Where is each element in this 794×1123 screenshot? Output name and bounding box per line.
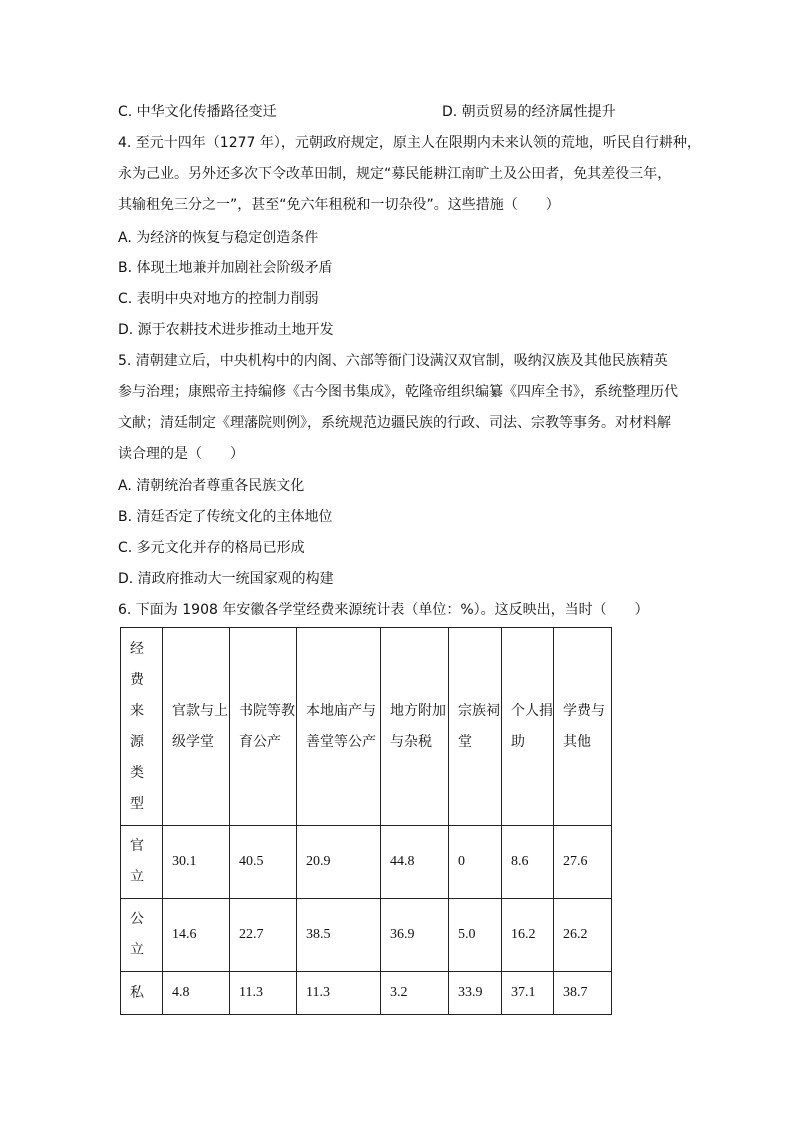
table-header-label: 官款与上级学堂 — [172, 702, 228, 750]
table-cell-value: 38.5 — [306, 927, 331, 942]
table-cell — [163, 972, 230, 1015]
table-header-row — [121, 628, 612, 826]
table-cell-value: 37.1 — [511, 985, 536, 1000]
table-cell-value: 26.2 — [563, 927, 588, 942]
table-cell — [381, 826, 449, 899]
table-cell-value: 44.8 — [390, 854, 415, 869]
q5-option-c[interactable]: C. 多元文化并存的格局已形成 — [118, 540, 305, 556]
table-cell-value: 20.9 — [306, 854, 331, 869]
table-cell-value: 30.1 — [172, 854, 197, 869]
table-cell-value: 27.6 — [563, 854, 588, 869]
table-cell-value: 11.3 — [306, 985, 330, 1000]
q4-stem-line-1: 4. 至元十四年（1277 年），元朝政府规定，原主人在限期内未来认领的荒地，听民自行耕种， — [118, 135, 701, 151]
table-header-label: 个人捐助 — [511, 702, 553, 750]
q5-option-a[interactable]: A. 清朝统治者尊重各民族文化 — [118, 478, 305, 494]
table-cell-value: 5.0 — [458, 927, 476, 942]
table-cell — [449, 972, 502, 1015]
table-cell-value: 4.8 — [172, 985, 190, 1000]
table-cell-value: 16.2 — [511, 927, 536, 942]
table-cell — [163, 826, 230, 899]
q5-stem-line-1: 5. 清朝建立后，中央机构中的内阁、六部等衙门设满汉双官制，吸纳汉族及其他民族精英 — [118, 353, 668, 369]
table-cell-value: 33.9 — [458, 985, 483, 1000]
table-cell — [297, 899, 381, 972]
q5-option-d[interactable]: D. 清政府推动大一统国家观的构建 — [118, 571, 334, 587]
table-cell — [230, 826, 297, 899]
table-cell-value: 8.6 — [511, 854, 529, 869]
q5-stem-line-2: 参与治理；康熙帝主持编修《古今图书集成》，乾隆帝组织编纂《四库全书》，系统整理历代 — [118, 384, 678, 400]
table-cell — [502, 826, 554, 899]
q5-stem-line-3: 文献；清廷制定《理藩院则例》，系统规范边疆民族的行政、司法、宗教等事务。对材料解 — [118, 415, 671, 431]
table-cell — [449, 899, 502, 972]
table-header-label: 书院等教育公产 — [239, 702, 295, 750]
table-cell — [297, 826, 381, 899]
table-header-cell — [449, 628, 502, 826]
table-cell-value: 3.2 — [390, 985, 408, 1000]
table-header-cell — [297, 628, 381, 826]
q4-option-d[interactable]: D. 源于农耕技术进步推动土地开发 — [118, 322, 334, 338]
q6-stem: 6. 下面为 1908 年安徽各学堂经费来源统计表（单位：%）。这反映出，当时（ ） — [118, 602, 649, 618]
table-cell-value: 14.6 — [172, 927, 197, 942]
q3-option-d[interactable]: D. 朝贡贸易的经济属性提升 — [442, 104, 616, 120]
q4-option-a[interactable]: A. 为经济的恢复与稳定创造条件 — [118, 230, 319, 246]
table-header-cell — [554, 628, 612, 826]
table-header-cell — [381, 628, 449, 826]
table-row — [121, 826, 612, 899]
table-cell — [554, 899, 612, 972]
table-cell — [297, 972, 381, 1015]
q3-options — [118, 102, 678, 122]
table-row — [121, 899, 612, 972]
table-cell — [381, 972, 449, 1015]
table-cell-value: 11.3 — [239, 985, 263, 1000]
table-header-label: 宗族祠堂 — [458, 702, 500, 750]
q5-stem-line-4: 读合理的是（ ） — [118, 446, 244, 462]
table-row-label-cell — [121, 972, 163, 1015]
table-header-cell — [230, 628, 297, 826]
funding-source-table — [120, 627, 612, 1015]
table-row-label: 公立 — [130, 911, 144, 958]
table-cell — [230, 972, 297, 1015]
q4-stem-line-3: 其输租免三分之一”，甚至“免六年租税和一切杂役”。这些措施（ ） — [118, 197, 560, 213]
table-header-cell — [163, 628, 230, 826]
q4-option-c[interactable]: C. 表明中央对地方的控制力削弱 — [118, 291, 319, 307]
table-cell — [163, 899, 230, 972]
table-cell-value: 36.9 — [390, 927, 415, 942]
table-cell — [449, 826, 502, 899]
table-header-label: 学费与其他 — [563, 702, 605, 750]
q5-option-b[interactable]: B. 清廷否定了传统文化的主体地位 — [118, 509, 333, 525]
table-cell-value: 38.7 — [563, 985, 588, 1000]
table-row-label-cell — [121, 899, 163, 972]
table-cell — [230, 899, 297, 972]
table-cell — [554, 972, 612, 1015]
q3-option-c[interactable]: C. 中华文化传播路径变迁 — [118, 104, 277, 120]
table-header-label: 地方附加与杂税 — [390, 702, 446, 750]
table-cell-value: 22.7 — [239, 927, 264, 942]
table-row-label: 官立 — [130, 838, 144, 885]
table-header-label: 本地庙产与善堂等公产 — [306, 702, 376, 750]
q4-option-b[interactable]: B. 体现土地兼并加剧社会阶级矛盾 — [118, 260, 333, 276]
table-header-cell — [502, 628, 554, 826]
table-corner-cell — [121, 628, 163, 826]
table-corner-label: 经费来源类型 — [130, 640, 144, 812]
table-cell — [554, 826, 612, 899]
table-cell-value: 0 — [458, 854, 465, 869]
table-cell-value: 40.5 — [239, 854, 264, 869]
table-cell — [502, 899, 554, 972]
q4-stem-line-2: 永为己业。另外还多次下令改革田制，规定“募民能耕江南旷土及公田者，免其差役三年， — [118, 166, 672, 182]
table-cell — [381, 899, 449, 972]
table-row-label: 私 — [130, 984, 144, 1001]
table-row — [121, 972, 612, 1015]
table-cell — [502, 972, 554, 1015]
table-row-label-cell — [121, 826, 163, 899]
